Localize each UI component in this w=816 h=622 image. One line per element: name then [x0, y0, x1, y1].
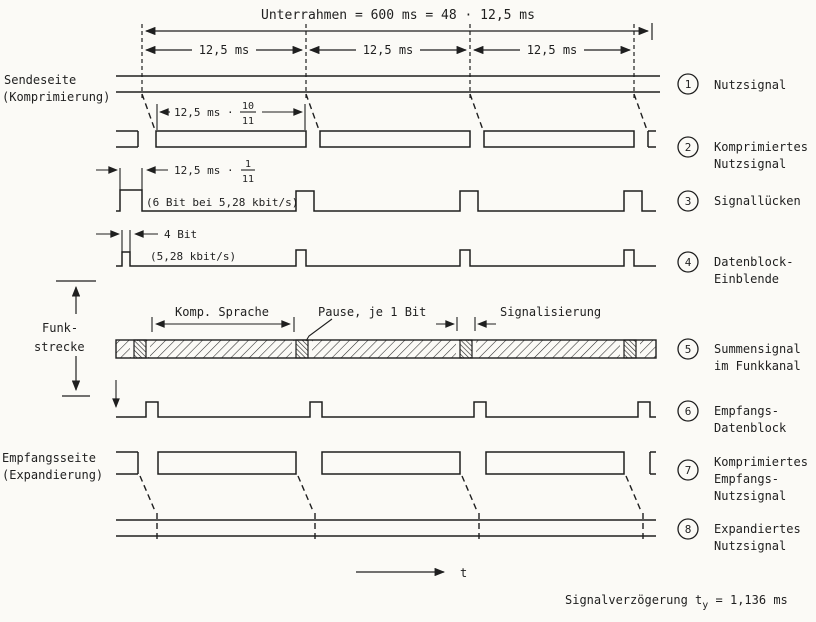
s3-dim-numerator: 1 [244, 159, 252, 170]
dim-12-5ms-2: 12,5 ms [362, 43, 414, 57]
legend-label-7-line1: Komprimiertes [714, 455, 808, 469]
legend-label-7-line2: Empfangs- [714, 472, 780, 486]
s3-note: (6 Bit bei 5,28 kbit/s) [146, 196, 299, 209]
expansion-mapping-dashes [140, 476, 643, 541]
svg-text:Signalverzögerung ty = 1,136 m [565, 593, 788, 611]
legend-label-6-line2: Datenblock [714, 421, 787, 435]
legend-label-5-line1: Summensignal [714, 342, 801, 356]
signal-5-annotations [152, 305, 601, 341]
legend-number-1: 1 [684, 78, 692, 91]
legend-label-2-line1: Komprimiertes [714, 140, 808, 154]
legend-label-6-line1: Empfangs- [714, 404, 780, 418]
sender-label [2, 73, 110, 104]
signal-6-empfangs-datenblock-waveform [116, 380, 656, 417]
signal-2-komprimiertes-nutzsignal-waveform [116, 131, 656, 147]
legend-number-3: 3 [684, 195, 692, 208]
s3-dim-label: 12,5 ms · [174, 164, 234, 177]
legend-number-5: 5 [684, 343, 692, 356]
signal-2-dimension [157, 101, 305, 130]
legend-number-8: 8 [684, 523, 692, 536]
funkstrecke-span [34, 281, 96, 396]
legend-label-3-line1: Signallücken [714, 194, 801, 208]
legend-item-6 [678, 401, 787, 435]
frame-dimensions [142, 8, 652, 101]
legend-item-8 [678, 519, 801, 553]
legend-item-5 [678, 339, 801, 373]
receiver-label-line1: Empfangsseite [2, 451, 96, 465]
pause-label: Pause, je 1 Bit [318, 305, 427, 319]
receiver-label [2, 451, 103, 482]
legend-label-1-line1: Nutzsignal [714, 78, 787, 92]
legend-number-6: 6 [684, 405, 692, 418]
dim-12-5ms-1: 12,5 ms [198, 43, 250, 57]
s3-dim-denominator: 11 [241, 174, 255, 185]
legend-item-4 [678, 252, 793, 286]
legend-item-2 [678, 137, 808, 171]
s4-note: (5,28 kbit/s) [150, 250, 237, 263]
dim-12-5ms-3: 12,5 ms [526, 43, 578, 57]
legend-label-5-line2: im Funkkanal [714, 359, 801, 373]
receiver-label-line2: (Expandierung) [2, 468, 104, 482]
legend-number-2: 2 [684, 141, 692, 154]
signalisierung-label: Signalisierung [500, 305, 602, 319]
footer-note-text: Signalverzögerung t [565, 593, 703, 607]
sender-label-line1: Sendeseite [4, 73, 77, 87]
s4-dim-label: 4 Bit [164, 228, 198, 241]
legend-label-7-line3: Nutzsignal [714, 489, 787, 503]
funkstrecke-label-line1: Funk- [42, 321, 79, 335]
s2-dim-label: 12,5 ms · [174, 106, 234, 119]
subframe-title: Unterrahmen = 600 ms = 48 · 12,5 ms [261, 8, 535, 23]
signal-5-summensignal-band [116, 340, 656, 358]
signal-4-dimension [96, 228, 236, 263]
footer-note-value: = 1,136 ms [708, 593, 788, 607]
signal-1-nutzsignal-waveform [116, 76, 660, 92]
legend-item-7 [678, 455, 808, 503]
footer-note-subscript: y [702, 600, 709, 611]
legend-item-3 [678, 191, 801, 211]
legend-item-1 [678, 74, 786, 94]
legend-label-2-line2: Nutzsignal [714, 157, 787, 171]
komp-sprache-label: Komp. Sprache [175, 305, 269, 319]
s2-dim-numerator: 10 [241, 101, 255, 112]
legend-label-8-line2: Nutzsignal [714, 539, 787, 553]
legend-label-4-line1: Datenblock- [714, 255, 794, 269]
legend-label-8-line1: Expandiertes [714, 522, 801, 536]
time-axis [356, 566, 467, 580]
footer-note [565, 593, 788, 611]
legend-column [678, 74, 808, 553]
legend-number-4: 4 [684, 256, 692, 269]
signal-7-komprimiertes-empfangs-nutzsignal-waveform [116, 452, 656, 474]
legend-label-4-line2: Einblende [714, 272, 780, 286]
sender-label-line2: (Komprimierung) [2, 90, 111, 104]
time-axis-label: t [460, 566, 468, 580]
funkstrecke-label-line2: strecke [34, 340, 85, 354]
signal-3-dimension [96, 159, 298, 209]
s2-dim-denominator: 11 [241, 116, 255, 127]
legend-number-7: 7 [684, 464, 692, 477]
signal-8-expandiertes-nutzsignal-waveform [116, 520, 656, 536]
